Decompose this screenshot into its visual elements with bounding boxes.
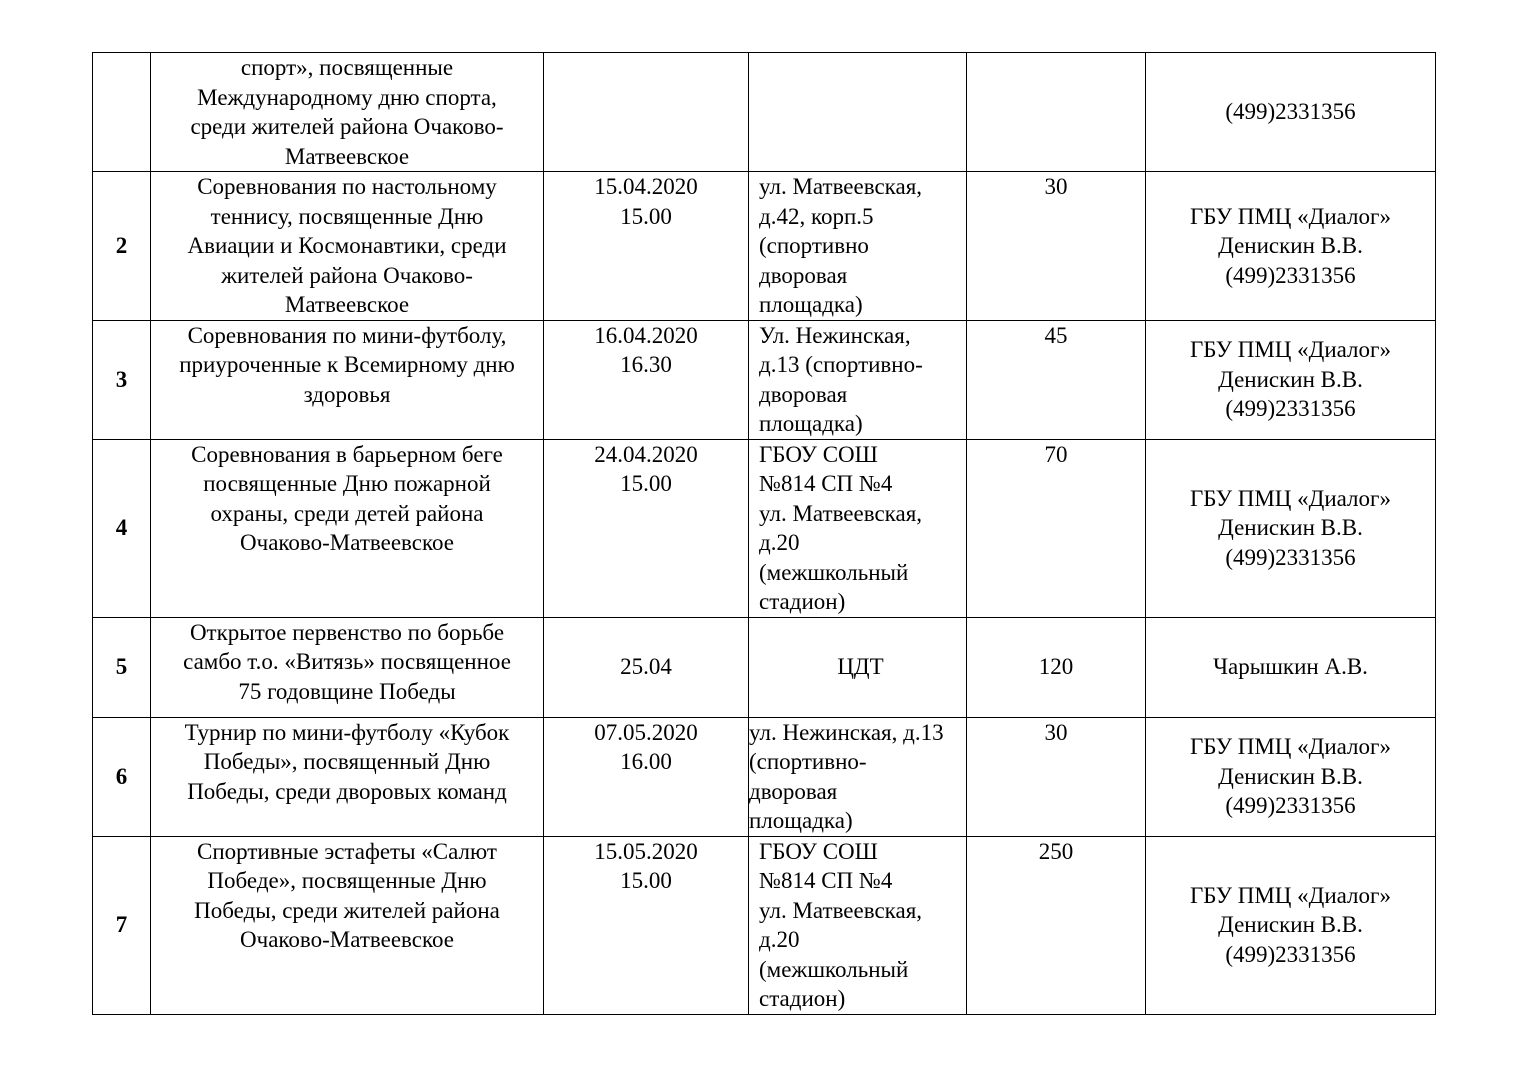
event-name: Соревнования по мини-футболу, приуроченные к Всемирному дню здоровья [151,320,544,439]
participant-count: 30 [967,717,1146,836]
row-number: 7 [93,836,151,1014]
event-date [544,53,749,172]
event-place: ГБОУ СОШ №814 СП №4 ул. Матвеевская, д.20 (межшкольный стадион) [749,836,967,1014]
table-row [93,717,1436,836]
event-date: 15.05.2020 15.00 [544,836,749,1014]
table-row [93,617,1436,717]
row-number: 4 [93,439,151,617]
event-date: 24.04.2020 15.00 [544,439,749,617]
participant-count: 120 [967,617,1146,717]
event-name: Спортивные эстафеты «Салют Победе», посвященные Дню Победы, среди жителей района Очаково-Матвеевское [151,836,544,1014]
event-date: 25.04 [544,617,749,717]
row-number: 2 [93,172,151,321]
event-name: Соревнования по настольному теннису, посвященные Дню Авиации и Космонавтики, среди жителей района Очаково- Матвеевское [151,172,544,321]
participant-count [967,53,1146,172]
event-name: Турнир по мини-футболу «Кубок Победы», посвященный Дню Победы, среди дворовых команд [151,717,544,836]
table-row [93,53,1436,172]
event-name: спорт», посвященные Международному дню спорта, среди жителей района Очаково- Матвеевское [151,53,544,172]
event-place [749,53,967,172]
organizer: ГБУ ПМЦ «Диалог» Денискин В.В. (499)2331356 [1146,172,1436,321]
row-number: 6 [93,717,151,836]
table-row [93,320,1436,439]
participant-count: 45 [967,320,1146,439]
organizer: ГБУ ПМЦ «Диалог» Денискин В.В. (499)2331356 [1146,320,1436,439]
event-name: Соревнования в барьерном беге посвященные Дню пожарной охраны, среди детей района Очаково-Матвеевское [151,439,544,617]
event-date: 16.04.2020 16.30 [544,320,749,439]
participant-count: 250 [967,836,1146,1014]
organizer: ГБУ ПМЦ «Диалог» Денискин В.В. (499)2331356 [1146,836,1436,1014]
event-place: ЦДТ [749,617,967,717]
event-place: ул. Нежинская, д.13 (спортивно- дворовая площадка) [749,717,967,836]
event-place: ГБОУ СОШ №814 СП №4 ул. Матвеевская, д.20 (межшкольный стадион) [749,439,967,617]
row-number: 5 [93,617,151,717]
organizer: (499)2331356 [1146,53,1436,172]
event-date: 15.04.2020 15.00 [544,172,749,321]
event-name: Открытое первенство по борьбе самбо т.о. «Витязь» посвященное 75 годовщине Победы [151,617,544,717]
row-number: 3 [93,320,151,439]
row-number [93,53,151,172]
participant-count: 70 [967,439,1146,617]
table-row [93,172,1436,321]
table-row [93,439,1436,617]
organizer: ГБУ ПМЦ «Диалог» Денискин В.В. (499)2331356 [1146,717,1436,836]
events-table [92,52,1436,1015]
participant-count: 30 [967,172,1146,321]
event-date: 07.05.2020 16.00 [544,717,749,836]
organizer: Чарышкин А.В. [1146,617,1436,717]
event-place: Ул. Нежинская, д.13 (спортивно- дворовая площадка) [749,320,967,439]
organizer: ГБУ ПМЦ «Диалог» Денискин В.В. (499)2331356 [1146,439,1436,617]
event-place: ул. Матвеевская, д.42, корп.5 (спортивно дворовая площадка) [749,172,967,321]
table-row [93,836,1436,1014]
